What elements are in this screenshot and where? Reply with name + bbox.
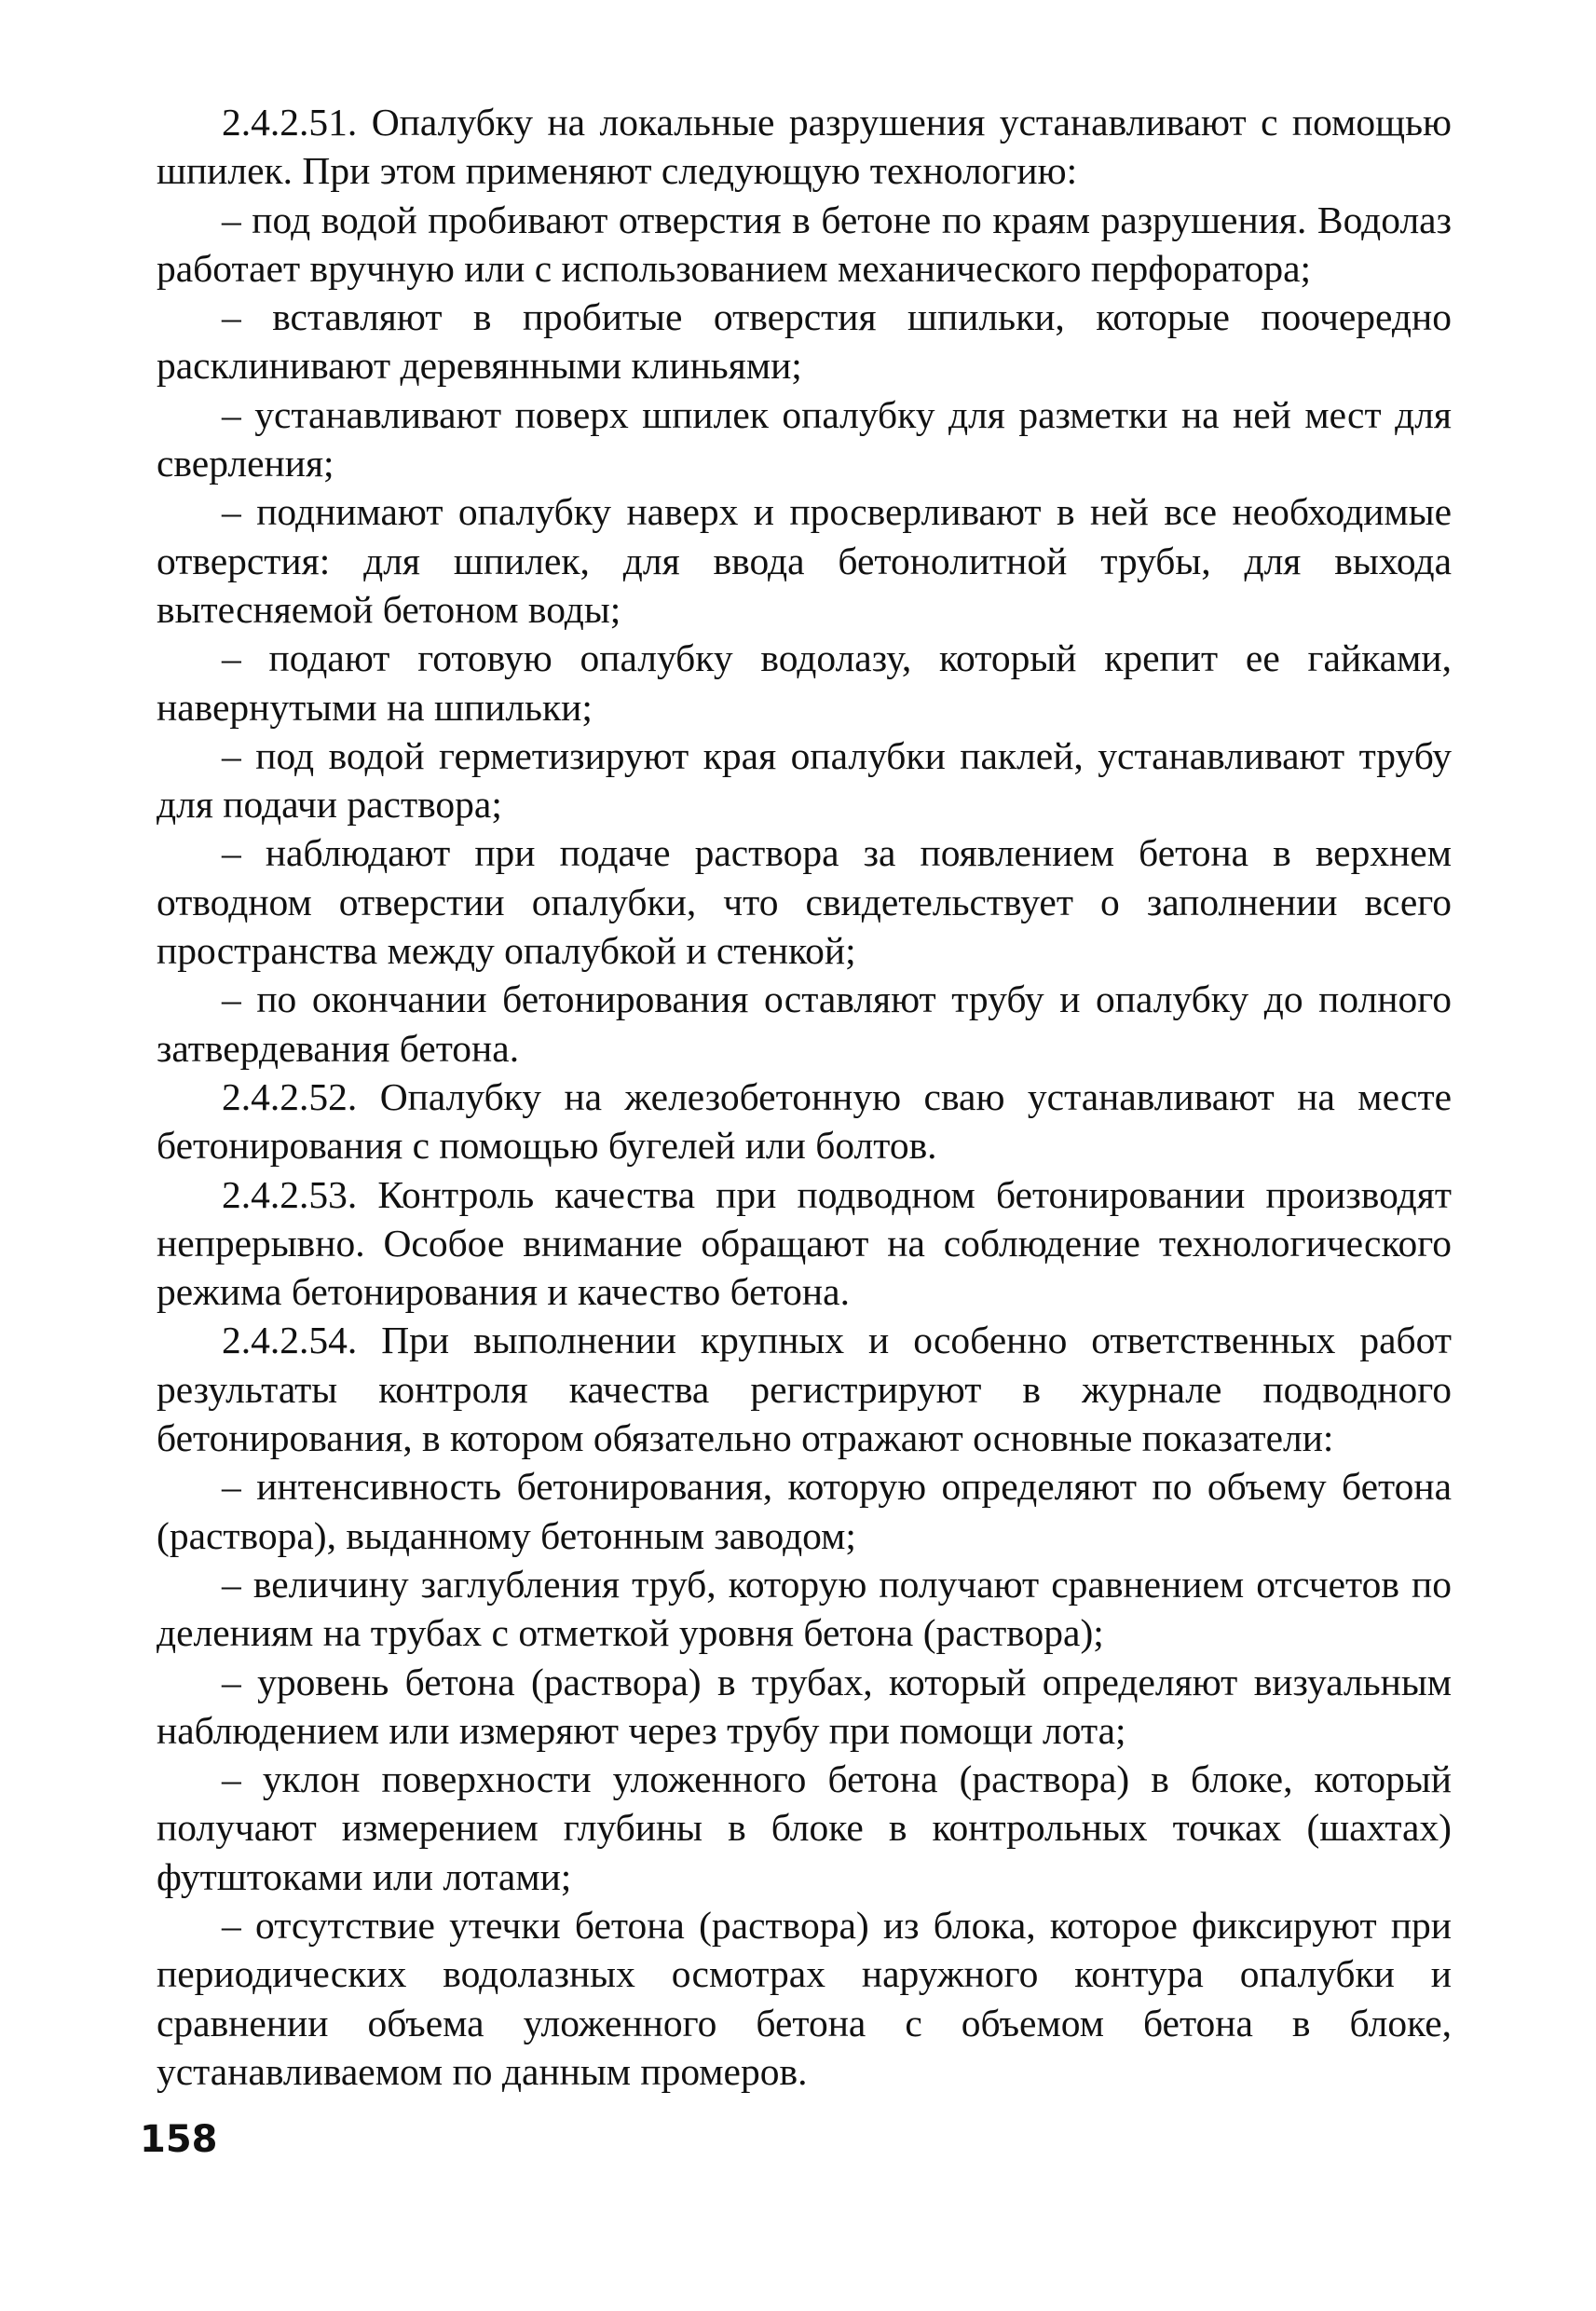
list-item: – подают готовую опалубку водолазу, который крепит ее гайками, навернутыми на шпильки; [157,636,1452,729]
list-item: – по окончании бетонирования оставляют трубу и опалубку до полного затвердевания бетона. [157,978,1452,1070]
paragraph-2-4-2-54: 2.4.2.54. При выполнении крупных и особенно ответственных работ результаты контроля качества регистрируют в журнале подводного бетонирования, в котором обязательно отражают основные показатели: [157,1319,1452,1460]
page-body [157,98,1452,2096]
paragraph-2-4-2-53: 2.4.2.53. Контроль качества при подводном бетонировании производят непрерывно. Особое внимание обращают на соблюдение технологического режима бетонирования и качество бетона. [157,1172,1452,1314]
list-item: – интенсивность бетонирования, которую определяют по объему бетона (раствора), выданному бетонным заводом; [157,1465,1452,1557]
list-item: – уровень бетона (раствора) в трубах, который определяют визуальным наблюдением или измеряют через трубу при помощи лота; [157,1660,1452,1752]
list-item: – уклон поверхности уложенного бетона (раствора) в блоке, который получают измерением глубины в блоке в контрольных точках (шахтах) футштоками или лотами; [157,1757,1452,1898]
list-item: – вставляют в пробитые отверстия шпильки, которые поочередно расклинивают деревянными клиньями; [157,295,1452,388]
list-item: – под водой герметизируют края опалубки паклей, устанавливают трубу для подачи раствора; [157,733,1452,827]
list-item: – наблюдают при подаче раствора за появлением бетона в верхнем отводном отверстии опалубки, что свидетельствует о заполнении всего пространства между опалубкой и стенкой; [157,831,1452,973]
list-item: – величину заглубления труб, которую получают сравнением отсчетов по делениям на трубах с отметкой уровня бетона (раствора); [157,1562,1452,1655]
list-item: – отсутствие утечки бетона (раствора) из блока, которое фиксируют при периодических водолазных осмотрах наружного контура опалубки и сравнении объема уложенного бетона с объемом бетона в блоке, устанавливаемом по данным промеров. [157,1903,1452,2093]
paragraph-2-4-2-52: 2.4.2.52. Опалубку на железобетонную сваю устанавливают на месте бетонирования с помощью бугелей или болтов. [157,1074,1452,1168]
paragraph-2-4-2-51: 2.4.2.51. Опалубку на локальные разрушения устанавливают с помощью шпилек. При этом применяют следующую технологию: [157,101,1452,193]
page-number: 158 [140,2118,218,2161]
list-item: – устанавливают поверх шпилек опалубку для разметки на ней мест для сверления; [157,392,1452,485]
list-item: – поднимают опалубку наверх и просверливают в ней все необходимые отверстия: для шпилек, для ввода бетонолитной трубы, для выхода вытесняемой бетоном воды; [157,490,1452,631]
list-item: – под водой пробивают отверстия в бетоне по краям разрушения. Водолаз работает вручную или с использованием механического перфоратора; [157,198,1452,290]
